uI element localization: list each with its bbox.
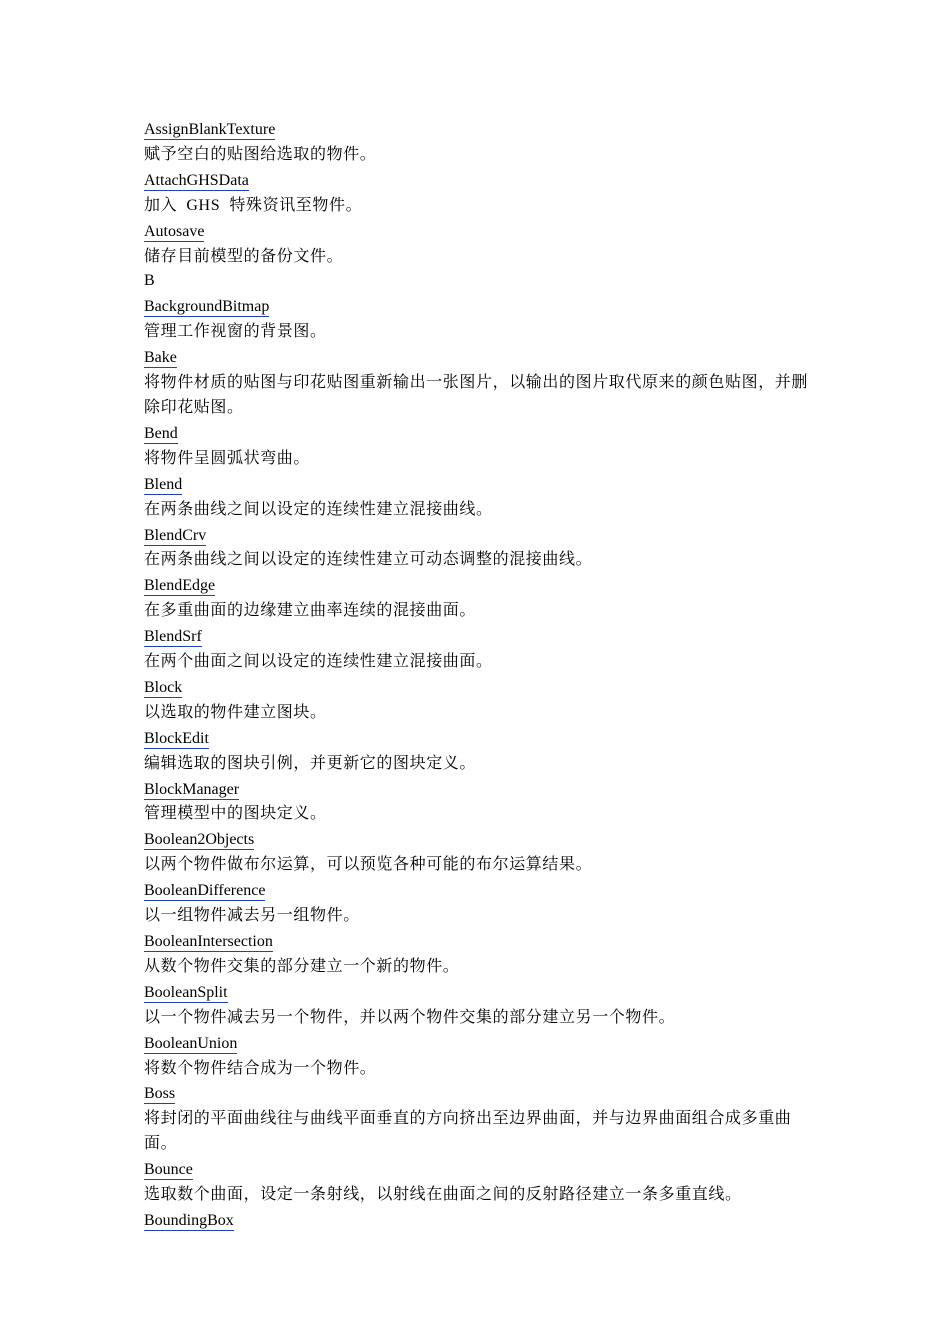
command-description: 管理模型中的图块定义。 xyxy=(144,805,327,823)
command-link-boss[interactable]: Boss xyxy=(144,1085,176,1103)
command-link-blendsrf[interactable]: BlendSrf xyxy=(144,628,202,646)
command-description: 管理工作视窗的背景图。 xyxy=(144,323,327,341)
command-link-blend[interactable]: Blend xyxy=(144,475,183,493)
command-description: 赋予空白的贴图给选取的物件。 xyxy=(144,145,377,163)
command-link-booleanunion[interactable]: BooleanUnion xyxy=(144,1034,238,1052)
command-link-bounce[interactable]: Bounce xyxy=(144,1161,193,1179)
command-description: 将物件材质的贴图与印花贴图重新输出一张图片，以输出的图片取代原来的颜色贴图，并删除印花贴图。 xyxy=(144,374,809,416)
command-link-blockmanager[interactable]: BlockManager xyxy=(144,780,240,798)
command-description: 将物件呈圆弧状弯曲。 xyxy=(144,449,311,467)
command-link-bake[interactable]: Bake xyxy=(144,349,177,367)
command-link-blockedit[interactable]: BlockEdit xyxy=(144,729,209,747)
command-description: 以两个物件做布尔运算，可以预览各种可能的布尔运算结果。 xyxy=(144,856,593,874)
command-link-bend[interactable]: Bend xyxy=(144,424,178,442)
command-description: 将封闭的平面曲线往与曲线平面垂直的方向挤出至边界曲面，并与边界曲面组合成多重曲面。 xyxy=(144,1110,792,1153)
command-link-autosave[interactable]: Autosave xyxy=(144,222,205,240)
command-description: 在两条曲线之间以设定的连续性建立混接曲线。 xyxy=(144,500,493,518)
command-description: 储存目前模型的备份文件。 xyxy=(144,247,344,265)
command-list xyxy=(144,117,814,1234)
command-description: 选取数个曲面，设定一条射线，以射线在曲面之间的反射路径建立一条多重直线。 xyxy=(144,1186,742,1204)
command-link-booleansplit[interactable]: BooleanSplit xyxy=(144,983,228,1001)
command-link-block[interactable]: Block xyxy=(144,678,183,696)
command-description: 加入 GHS 特殊资讯至物件。 xyxy=(144,196,363,214)
command-link-attachghsdata[interactable]: AttachGHSData xyxy=(144,171,249,189)
command-description: 在两条曲线之间以设定的连续性建立可动态调整的混接曲线。 xyxy=(144,551,593,569)
section-letter-heading: B xyxy=(144,272,155,290)
command-link-boundingbox[interactable]: BoundingBox xyxy=(144,1211,234,1229)
command-link-backgroundbitmap[interactable]: BackgroundBitmap xyxy=(144,298,270,316)
command-link-booleanintersection[interactable]: BooleanIntersection xyxy=(144,933,273,950)
command-link-boolean2objects[interactable]: Boolean2Objects xyxy=(144,831,255,849)
command-description: 在多重曲面的边缘建立曲率连续的混接曲面。 xyxy=(144,602,477,620)
command-link-blendcrv[interactable]: BlendCrv xyxy=(144,526,207,544)
command-description: 以选取的物件建立图块。 xyxy=(144,703,327,721)
command-description: 以一个物件减去另一个物件，并以两个物件交集的部分建立另一个物件。 xyxy=(144,1008,676,1026)
command-description: 以一组物件减去另一组物件。 xyxy=(144,907,360,925)
command-link-booleandifference[interactable]: BooleanDifference xyxy=(144,882,266,900)
command-description: 编辑选取的图块引例，并更新它的图块定义。 xyxy=(144,754,477,772)
command-link-blendedge[interactable]: BlendEdge xyxy=(144,577,216,595)
command-description: 在两个曲面之间以设定的连续性建立混接曲面。 xyxy=(144,653,493,671)
command-description: 从数个物件交集的部分建立一个新的物件。 xyxy=(144,957,460,975)
command-description: 将数个物件结合成为一个物件。 xyxy=(144,1059,377,1077)
command-link-assignblanktexture[interactable]: AssignBlankTexture xyxy=(144,121,276,138)
